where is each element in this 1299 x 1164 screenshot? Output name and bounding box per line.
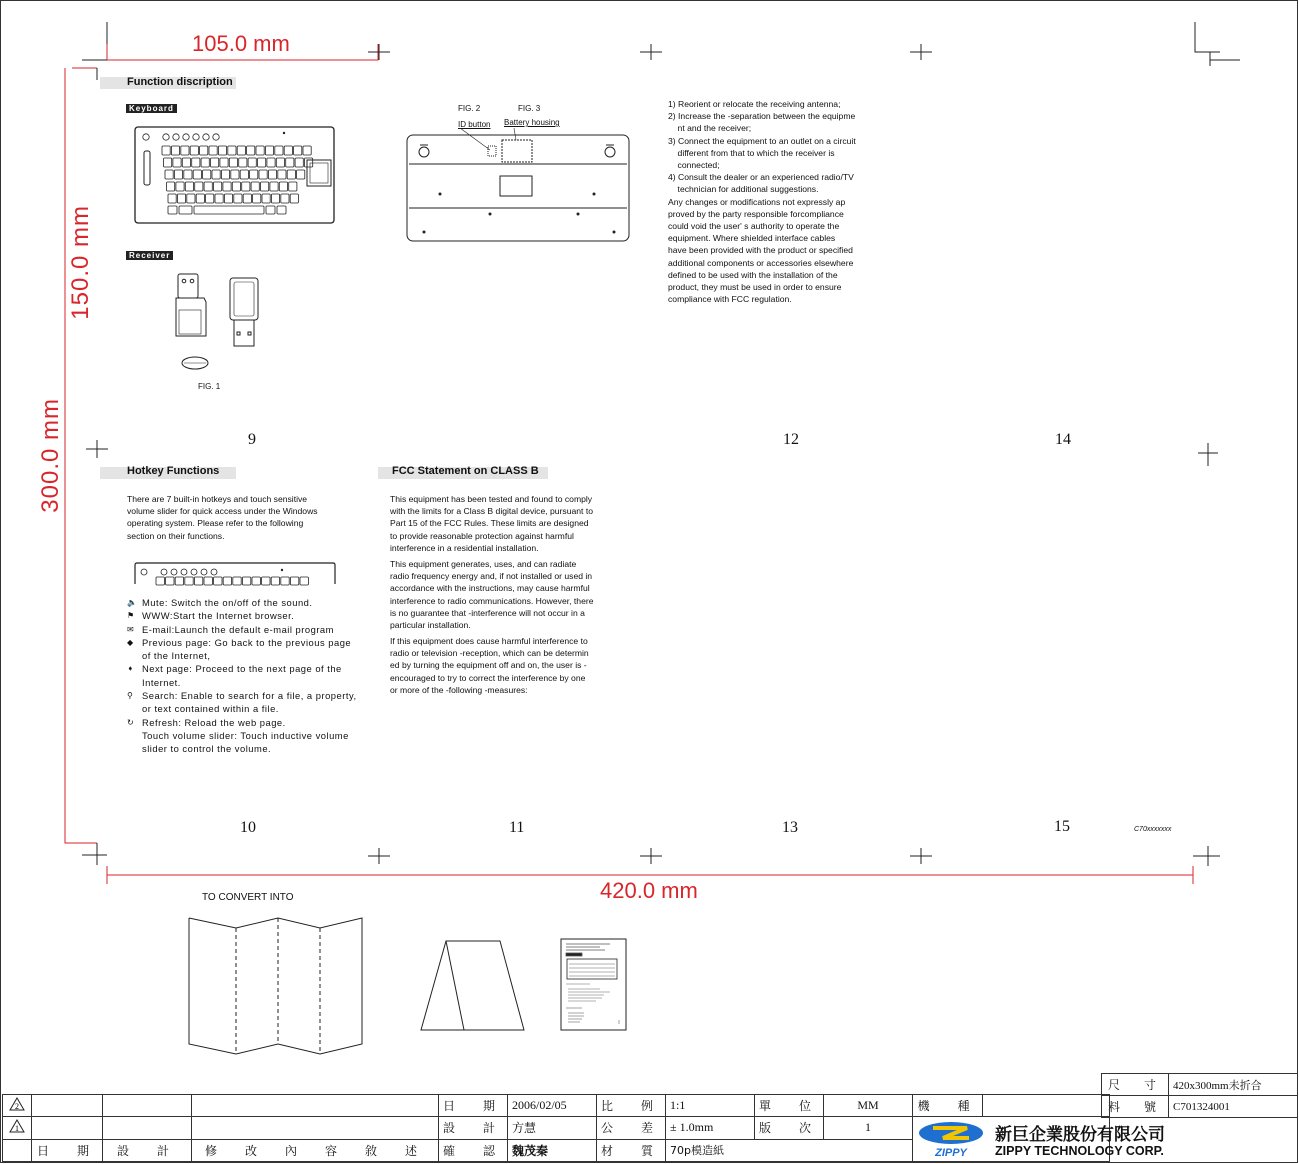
keyboard-key — [295, 158, 303, 167]
keyboard-key — [290, 194, 298, 203]
fcc-paragraph-2: This equipment generates, uses, and can radiate radio frequency energy and, if not installed or used in accordance with the instructions, may cause harmful interference to radio communications. However, there is no guarantee that -interference will not occur in a particular installation. — [390, 559, 594, 631]
keyboard-key — [204, 182, 212, 191]
keyboard-key — [253, 194, 261, 203]
keyboard-key — [190, 146, 198, 155]
hotkey-button — [161, 569, 167, 575]
keyboard-key — [275, 146, 283, 155]
hotkey-button — [181, 569, 187, 575]
hotkey-item — [127, 623, 387, 636]
hotkey-text: Previous page: Go back to the previous page — [142, 636, 352, 648]
keyboard-key — [214, 182, 222, 191]
keyboard-key — [266, 206, 275, 214]
keyboard-key — [250, 170, 258, 179]
rev-1-marker — [3, 1117, 32, 1140]
keyboard-key — [162, 146, 170, 155]
tolerance-label: 公 差 — [597, 1117, 666, 1140]
function-title: Function discription — [127, 76, 233, 88]
keyboard-key — [278, 170, 286, 179]
keyboard-key — [209, 146, 217, 155]
fcc-measures-line: 1) Reorient or relocate the receiving antenna; — [668, 99, 841, 109]
confirm-value: 魏茂秦 — [508, 1139, 597, 1162]
keyboard-key — [177, 194, 185, 203]
svg-text:2: 2 — [15, 1101, 19, 1111]
hotkey-item — [127, 662, 387, 689]
hotkey-item — [127, 609, 387, 622]
keyboard-key — [214, 577, 222, 585]
keyboard-key — [182, 158, 190, 167]
id-button-label: ID button — [458, 120, 491, 129]
hotkey-button — [201, 569, 207, 575]
keyboard-key — [195, 182, 203, 191]
keyboard-key — [248, 158, 256, 167]
fcc-title: FCC Statement on CLASS B — [392, 465, 539, 477]
hotkey-item — [127, 689, 387, 716]
fcc-measures-line: proved by the party responsible forcompliance — [668, 208, 844, 219]
hotkey-intro: There are 7 built-in hotkeys and touch sensitive volume slider for quick access under the Windows operating system. Please refer to the following section on their functions. — [127, 494, 318, 541]
fold-tent-diagram — [418, 938, 528, 1034]
hotkey-icon: 🔈 — [127, 598, 137, 607]
keyboard-key — [300, 577, 308, 585]
hotkey-text: of the Internet, — [142, 650, 211, 662]
size-value: 420x300mm未折合 — [1169, 1074, 1298, 1096]
keyboard-key — [267, 158, 275, 167]
company-name-en: ZIPPY TECHNOLOGY CORP. — [995, 1144, 1164, 1158]
keyboard-key — [175, 577, 183, 585]
fcc-measures-line: technician for additional suggestions. — [668, 184, 819, 195]
model-label: 機 種 — [913, 1095, 983, 1117]
keyboard-key — [256, 146, 264, 155]
date-value: 2006/02/05 — [508, 1095, 597, 1117]
keyboard-key — [232, 182, 240, 191]
page-number-9: 9 — [248, 431, 256, 448]
hotkey-icon: ➧ — [127, 664, 134, 674]
keyboard-key — [174, 170, 182, 179]
fcc-measures-line: Any changes or modifications not expressly ap — [668, 196, 846, 207]
fcc-measures-line: 3) Connect the equipment to an outlet on a circuit — [668, 135, 856, 146]
keyboard-key — [268, 170, 276, 179]
hotkey-button — [211, 569, 217, 575]
fig1-label: FIG. 1 — [198, 382, 221, 391]
keyboard-key — [200, 146, 208, 155]
company-name-cn: 新巨企業股份有限公司 — [995, 1125, 1166, 1145]
keyboard-key — [221, 170, 229, 179]
size-part-table — [1101, 1073, 1298, 1118]
keyboard-key — [305, 158, 313, 167]
hotkey-text: Search: Enable to search for a file, a property, — [142, 690, 357, 702]
keyboard-key — [243, 194, 251, 203]
keyboard-key — [224, 194, 232, 203]
keyboard-illustration — [134, 124, 336, 226]
fcc-paragraph-1: This equipment has been tested and found to comply with the limits for a Class B digital device, pursuant to Part 15 of the FCC Rules. These limits are designed to provide reasonable protection against harmful interference in a residential installation. — [390, 494, 593, 553]
fcc-measures-line: different from that to which the receiver is — [668, 147, 835, 158]
model-value — [983, 1095, 1110, 1117]
svg-text:ZIPPY: ZIPPY — [935, 1147, 967, 1159]
ratio-label: 比 例 — [597, 1095, 666, 1117]
fig2-label: FIG. 2 — [458, 104, 481, 113]
keyboard-key — [276, 158, 284, 167]
indicator-dot — [281, 569, 283, 571]
fcc-measures-line: 2) Increase the -separation between the equipme — [668, 111, 856, 122]
keyboard-key — [261, 182, 269, 191]
keyboard-key — [258, 158, 266, 167]
hotkey-button — [191, 569, 197, 575]
keyboard-key — [289, 182, 297, 191]
hotkey-button — [171, 569, 177, 575]
keyboard-key — [271, 577, 279, 585]
keyboard-key — [270, 182, 278, 191]
keyboard-key — [206, 194, 214, 203]
keyboard-key — [201, 158, 209, 167]
version-label: 版 次 — [755, 1117, 824, 1140]
hotkey-text: or text contained within a file. — [142, 703, 279, 715]
keyboard-key — [220, 158, 228, 167]
fcc-measures-line: defined to be used with the installation of the — [668, 269, 838, 280]
unit-label: 單 位 — [755, 1095, 824, 1117]
keyboard-key — [187, 194, 195, 203]
keyboard-key — [176, 182, 184, 191]
hotkey-button — [173, 134, 179, 140]
keyboard-key — [303, 146, 311, 155]
keyboard-bottom-illustration — [404, 128, 632, 244]
fcc-measures-line: have been provided with the product or specified — [668, 245, 853, 256]
hotkey-text: WWW:Start the Internet browser. — [142, 610, 295, 622]
keyboard-key — [234, 194, 242, 203]
page-number-15: 15 — [1054, 818, 1070, 835]
fcc-measures-line: nt and the receiver; — [668, 123, 752, 134]
keyboard-key — [166, 577, 174, 585]
hotkey-button — [141, 569, 147, 575]
keyboard-key — [167, 182, 175, 191]
hotkey-button — [213, 134, 219, 140]
keyboard-key — [204, 577, 212, 585]
page-number-12: 12 — [783, 431, 799, 448]
keyboard-key — [203, 170, 211, 179]
hotkey-text: Next page: Proceed to the next page of the — [142, 663, 342, 675]
keyboard-key — [196, 194, 204, 203]
keyboard-key — [211, 158, 219, 167]
keyboard-key — [156, 577, 164, 585]
keyboard-key — [233, 577, 241, 585]
hotkey-icon: ⚑ — [127, 611, 135, 621]
keyboard-key — [287, 170, 295, 179]
indicator-dot — [283, 132, 285, 134]
keyboard-key — [247, 146, 255, 155]
keyboard-key — [242, 577, 250, 585]
keyboard-strip-illustration — [134, 562, 336, 586]
dim-left-inner-label: 150.0 mm — [67, 205, 94, 320]
page-number-13: 13 — [782, 819, 798, 836]
fcc-measures-line: compliance with FCC regulation. — [668, 294, 792, 305]
keyboard-key — [237, 146, 245, 155]
hotkey-list — [127, 596, 387, 756]
confirm-label: 確 認 — [439, 1139, 508, 1162]
keyboard-key — [194, 577, 202, 585]
keyboard-tag: Keyboard — [126, 104, 177, 113]
hotkey-item — [127, 596, 387, 609]
hotkey-text: Internet. — [142, 676, 181, 688]
part-code: C70xxxxxxx — [1134, 826, 1172, 833]
hotkey-icon: ⚲ — [127, 691, 133, 701]
hotkey-icon: ↻ — [127, 717, 134, 727]
hotkey-button — [143, 134, 149, 140]
keyboard-key — [171, 146, 179, 155]
ratio-value: 1:1 — [666, 1095, 755, 1117]
keyboard-key — [262, 577, 270, 585]
keyboard-key — [262, 194, 270, 203]
keyboard-key — [218, 146, 226, 155]
hotkey-item — [127, 636, 387, 663]
dim-top-label: 105.0 mm — [192, 31, 290, 56]
col-date-header: 日 期 — [32, 1139, 103, 1162]
page-number-14: 14 — [1055, 431, 1071, 448]
fcc-paragraph-3: If this equipment does cause harmful interference to radio or television -reception, which can be determin ed by turning the equipment off and on, the user is - encouraged to try to correct the interference by one or more of the -following -measures: — [390, 636, 589, 695]
svg-text:1: 1 — [15, 1123, 19, 1133]
keyboard-key — [281, 194, 289, 203]
company-cell — [913, 1117, 1166, 1162]
material-value: 70p模造紙 — [666, 1139, 913, 1162]
hotkey-button — [163, 134, 169, 140]
rev-2-marker — [3, 1095, 32, 1117]
fcc-measures-line: 4) Consult the dealer or an experienced radio/TV — [668, 172, 854, 183]
keyboard-key — [277, 206, 286, 214]
keyboard-key — [223, 577, 231, 585]
part-label: 料 號 — [1102, 1096, 1169, 1118]
design-label: 設 計 — [439, 1117, 508, 1140]
material-label: 材 質 — [597, 1139, 666, 1162]
hotkey-icon: ◆ — [127, 637, 134, 647]
fcc-measures-line: product, they must be used in order to ensure — [668, 282, 842, 293]
page-number-11: 11 — [509, 819, 525, 836]
hotkey-text: slider to control the volume. — [142, 743, 272, 755]
keyboard-key — [290, 577, 298, 585]
keyboard-key — [259, 170, 267, 179]
unit-value: MM — [824, 1095, 913, 1117]
keyboard-key — [212, 170, 220, 179]
keyboard-key — [192, 158, 200, 167]
fcc-measures-line: connected; — [668, 160, 720, 171]
version-value: 1 — [824, 1117, 913, 1140]
keyboard-key — [297, 170, 305, 179]
keyboard-key — [168, 206, 177, 214]
keyboard-key — [179, 206, 192, 214]
receiver-illustration — [172, 270, 272, 374]
hotkey-title: Hotkey Functions — [127, 465, 220, 477]
keyboard-key — [215, 194, 223, 203]
keyboard-key — [181, 146, 189, 155]
keyboard-key — [193, 170, 201, 179]
hotkey-item — [127, 716, 387, 756]
keyboard-key — [164, 158, 172, 167]
hotkey-text: Mute: Switch the on/off of the sound. — [142, 597, 313, 608]
hotkey-text: E-mail:Launch the default e-mail program — [142, 623, 334, 635]
title-block — [0, 1073, 1299, 1164]
keyboard-key — [168, 194, 176, 203]
keyboard-key — [271, 194, 279, 203]
receiver-tag: Receiver — [126, 251, 173, 260]
part-value: C701324001 — [1169, 1096, 1298, 1118]
tolerance-value: ± 1.0mm — [666, 1117, 755, 1140]
keyboard-key — [284, 146, 292, 155]
convert-label: TO CONVERT INTO — [202, 892, 294, 903]
keyboard-key — [231, 170, 239, 179]
col-design-header: 設 計 — [103, 1139, 192, 1162]
hotkey-button — [203, 134, 209, 140]
battery-housing-label: Battery housing — [504, 118, 560, 127]
keyboard-key — [185, 182, 193, 191]
fcc-measures-line: could void the user' s authority to operate the — [668, 221, 840, 232]
spacebar-key — [194, 206, 264, 214]
keyboard-key — [185, 577, 193, 585]
keyboard-key — [242, 182, 250, 191]
hotkey-button — [193, 134, 199, 140]
col-description-header: 修 改 內 容 敘 述 — [192, 1139, 439, 1162]
dim-left-outer-label: 300.0 mm — [37, 398, 64, 513]
keyboard-key — [286, 158, 294, 167]
keyboard-key — [165, 170, 173, 179]
keyboard-key — [294, 146, 302, 155]
fold-zigzag-diagram — [186, 914, 366, 1056]
keyboard-key — [252, 577, 260, 585]
fcc-measures-line: equipment. Where shielded interface cables — [668, 233, 836, 244]
keyboard-key — [281, 577, 289, 585]
keyboard-key — [251, 182, 259, 191]
page-number-10: 10 — [240, 819, 256, 836]
fig3-label: FIG. 3 — [518, 104, 541, 113]
keyboard-key — [239, 158, 247, 167]
fcc-measures-text — [668, 98, 898, 305]
keyboard-key — [229, 158, 237, 167]
keyboard-key — [279, 182, 287, 191]
hotkey-text: Touch volume slider: Touch inductive volume — [142, 729, 349, 741]
hotkey-text: Refresh: Reload the web page. — [142, 716, 286, 728]
keyboard-key — [184, 170, 192, 179]
design-value: 方慧 — [508, 1117, 597, 1140]
hotkey-button — [183, 134, 189, 140]
size-label: 尺 寸 — [1102, 1074, 1169, 1096]
keyboard-key — [265, 146, 273, 155]
zippy-logo — [917, 1119, 985, 1159]
folded-booklet-diagram — [560, 938, 628, 1032]
dim-bottom-label: 420.0 mm — [600, 878, 698, 903]
keyboard-key — [173, 158, 181, 167]
hotkey-icon: ✉ — [127, 624, 134, 634]
fcc-measures-line: additional components or accessories elsewhere — [668, 257, 854, 268]
keyboard-key — [228, 146, 236, 155]
keyboard-key — [240, 170, 248, 179]
date-label: 日 期 — [439, 1095, 508, 1117]
keyboard-key — [223, 182, 231, 191]
